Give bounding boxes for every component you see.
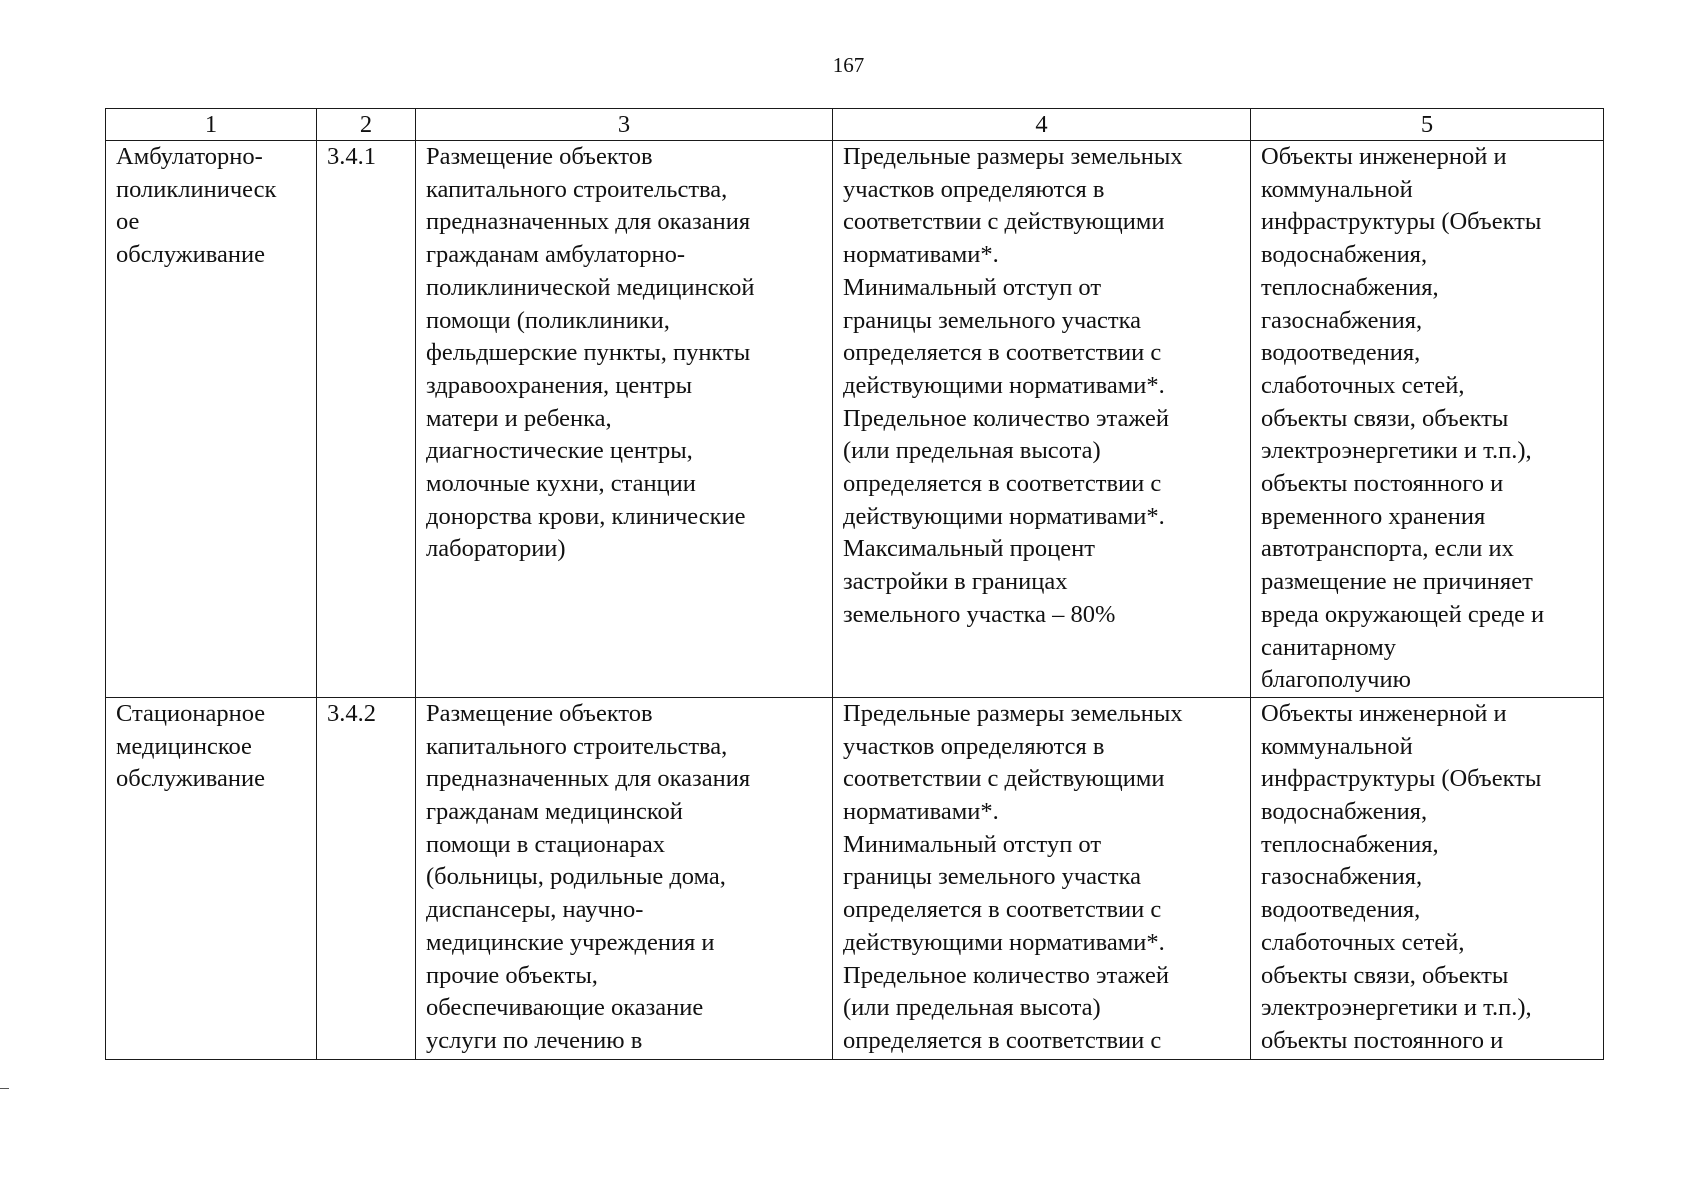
land-use-description-cell [416, 141, 833, 698]
table-row [106, 141, 1604, 698]
auxiliary-uses: Объекты инженерной и коммунальной инфраструктуры (Объекты водоснабжения, теплоснабжения, газоснабжения, водоотведения, слаботочных сетей, объекты связи, объекты электроэнергетики и т.п.), объекты постоянного и [1261, 699, 1542, 1054]
scan-edge-mark [0, 1088, 9, 1089]
land-use-name-cell [106, 697, 317, 1059]
column-header: 4 [833, 109, 1251, 141]
column-header: 5 [1251, 109, 1604, 141]
land-use-description-cell [416, 697, 833, 1059]
page-number: 167 [832, 53, 865, 77]
land-use-code-cell [317, 697, 416, 1059]
column-header: 2 [317, 109, 416, 141]
auxiliary-uses-cell [1251, 141, 1604, 698]
table-row [106, 697, 1604, 1059]
column-header: 1 [106, 109, 317, 141]
auxiliary-uses-cell [1251, 697, 1604, 1059]
building-parameters-cell [833, 697, 1251, 1059]
building-parameters: Предельные размеры земельных участков определяются в соответствии с действующими нормативами*. Минимальный отступ от границы земельного участка определяется в соответствии с действующими нормативами*. Предельное количество этажей (или предельная высота) определяется в соответствии с действующими нормативами*. Максимальный процент застройки в границах земельного участка – 80% [843, 143, 1183, 628]
table-header-row [106, 109, 1604, 141]
land-use-table [105, 108, 1604, 1060]
land-use-name-cell [106, 141, 317, 698]
land-use-code: 3.4.2 [327, 699, 376, 727]
land-use-description: Размещение объектов капитального строительства, предназначенных для оказания гражданам медицинской помощи в стационарах (больницы, родильные дома, диспансеры, научно- медицинские учреждения и прочие объекты, обеспечивающие оказание услуги по лечению в [426, 699, 751, 1054]
land-use-name: Амбулаторно- поликлиническ ое обслуживание [116, 143, 277, 269]
building-parameters: Предельные размеры земельных участков определяются в соответствии с действующими нормативами*. Минимальный отступ от границы земельного участка определяется в соответствии с действующими нормативами*. Предельное количество этажей (или предельная высота) определяется в соответствии с [843, 699, 1183, 1054]
land-use-name: Стационарное медицинское обслуживание [116, 699, 266, 793]
land-use-code-cell [317, 141, 416, 698]
auxiliary-uses: Объекты инженерной и коммунальной инфраструктуры (Объекты водоснабжения, теплоснабжения, газоснабжения, водоотведения, слаботочных сетей, объекты связи, объекты электроэнергетики и т.п.), объекты постоянного и временного хранения автотранспорта, если их размещение не причиняет вреда окружающей среде и санитарному благополучию [1261, 143, 1545, 694]
building-parameters-cell [833, 141, 1251, 698]
land-use-code: 3.4.1 [327, 143, 376, 170]
land-use-description: Размещение объектов капитального строительства, предназначенных для оказания гражданам амбулаторно- поликлинической медицинской помощи (поликлиники, фельдшерские пункты, пункты здравоохранения, центры матери и ребенка, диагностические центры, молочные кухни, станции донорства крови, клинические лаборатории) [426, 143, 755, 563]
column-header: 3 [416, 109, 833, 141]
